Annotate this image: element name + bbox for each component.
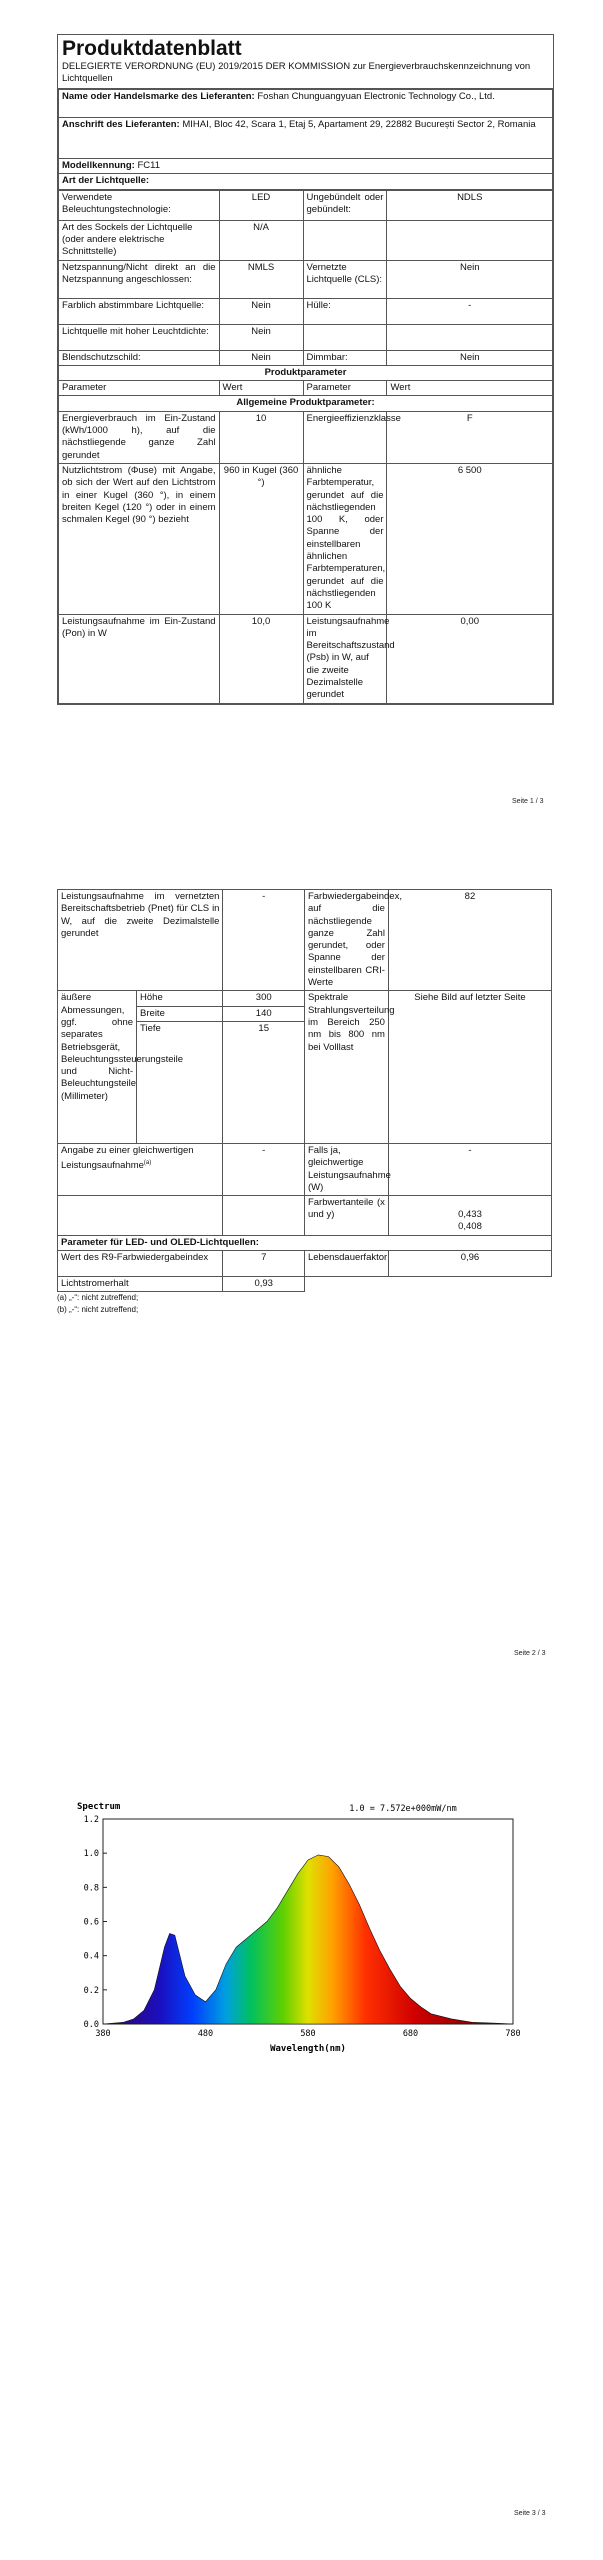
row-value: Nein: [219, 298, 303, 324]
model-label: Modellkennung:: [62, 160, 135, 171]
row-label: Art des Sockels der Lichtquelle (oder andere elektrische Schnittstelle): [59, 220, 220, 260]
dims-label: äußere Abmessungen, ggf. ohne separates Betriebsgerät, Beleuchtungssteuerungsteile und Nicht-Beleuchtungsteile (Millimeter): [58, 991, 137, 1144]
row-label: Hülle:: [303, 298, 387, 324]
row-value: 6 500: [387, 463, 553, 614]
model-value: FC11: [137, 160, 160, 171]
row-value: F: [387, 411, 553, 463]
y-tick-label: 0.2: [83, 1985, 99, 1996]
datasheet-page-2: [57, 889, 552, 1316]
table-row: [59, 411, 553, 463]
type-header: Art der Lichtquelle:: [59, 174, 553, 189]
row-value: 0,00: [387, 614, 553, 703]
row-label: ähnliche Farbtemperatur, gerundet auf die nächstliegenden 100 K, oder Spanne der einstellbaren ähnlichen Farbtemperaturen, gerundet auf die nächstliegenden 100 K: [303, 463, 387, 614]
col-header: Wert: [219, 381, 303, 396]
row-value: 7: [223, 1251, 305, 1277]
supplier-row: [59, 90, 553, 118]
table-row: [59, 190, 553, 220]
page-number: Seite 1 / 3: [512, 798, 544, 805]
params-table-2: [57, 889, 552, 1292]
row-value: -: [223, 1143, 305, 1195]
chroma-y: 0,408: [458, 1221, 482, 1233]
spacer-cell: [223, 1036, 305, 1143]
x-tick-label: 780: [505, 2029, 521, 2039]
model-row: [59, 159, 553, 174]
dim-key: Breite: [137, 1006, 223, 1021]
row-value: 10: [219, 411, 303, 463]
row-label: Leistungsaufnahme im vernetzten Bereitschaftsbetrieb (Pnet) für CLS in W, auf die zweite Dezimalstelle gerundet: [58, 890, 223, 991]
col-header: Parameter: [59, 381, 220, 396]
x-tick-label: 580: [300, 2029, 316, 2039]
chroma-x: 0,433: [458, 1209, 482, 1221]
row-label: Netzspannung/Nicht direkt an die Netzspannung angeschlossen:: [59, 260, 220, 298]
dim-value: 300: [223, 991, 305, 1006]
empty-cell: [388, 1277, 551, 1292]
y-tick-label: 0.4: [83, 1951, 99, 1962]
x-tick-label: 680: [402, 2029, 419, 2039]
row-value: -: [387, 298, 553, 324]
dim-key: Tiefe: [137, 1021, 223, 1036]
table-row: [58, 991, 552, 1006]
type-header-row: [59, 174, 553, 189]
row-value: NMLS: [219, 260, 303, 298]
row-value: 82: [388, 890, 551, 991]
address-label: Anschrift des Lieferanten:: [62, 119, 180, 130]
table-row: [58, 890, 552, 991]
row-label: Lichtstromerhalt: [58, 1277, 223, 1292]
spacer-cell: [137, 1036, 223, 1143]
spectrum-chart: [73, 1797, 533, 2057]
row-label: [303, 220, 387, 260]
table-row: [59, 614, 553, 703]
param-header: Produktparameter: [59, 365, 553, 380]
row-label: Verwendete Beleuchtungstechnologie:: [59, 190, 220, 220]
row-value: NDLS: [387, 190, 553, 220]
row-value: -: [388, 1143, 551, 1195]
empty-cell: [223, 1196, 305, 1236]
table-row: [58, 1143, 552, 1195]
table-row: [59, 260, 553, 298]
page-number: Seite 3 / 3: [514, 2510, 546, 2517]
x-tick-label: 380: [95, 2029, 111, 2039]
row-label: Ungebündelt oder gebündelt:: [303, 190, 387, 220]
y-tick-label: 1.2: [83, 1815, 99, 1825]
led-header: Parameter für LED- und OLED-Lichtquellen:: [58, 1235, 552, 1250]
table-row: [58, 1251, 552, 1277]
datasheet-page-1: [57, 34, 554, 705]
row-label: Falls ja, gleichwertige Leistungsaufnahme (W): [304, 1143, 388, 1195]
row-label: Farblich abstimmbare Lichtquelle:: [59, 298, 220, 324]
row-value: 960 in Kugel (360 °): [219, 463, 303, 614]
row-value: 0,96: [388, 1251, 551, 1277]
row-label: Vernetzte Lichtquelle (CLS):: [303, 260, 387, 298]
table-row: [59, 350, 553, 365]
dim-value: 15: [223, 1021, 305, 1036]
row-label: Leistungsaufnahme im Ein-Zustand (Pon) in W: [59, 614, 220, 703]
row-value: [388, 1196, 551, 1236]
row-value: LED: [219, 190, 303, 220]
chart-title: Spectrum: [77, 1802, 121, 1812]
table-row: [58, 1196, 552, 1236]
row-value: N/A: [219, 220, 303, 260]
supplier-table: [58, 89, 553, 190]
general-header-row: [59, 396, 553, 411]
row-value: [387, 220, 553, 260]
footnote-b: (b) „-“: nicht zutreffend;: [57, 1305, 139, 1315]
table-row: [59, 324, 553, 350]
row-label: Leistungsaufnahme im Bereitschaftszustand (Psb) in W, auf die zweite Dezimalstelle gerundet: [303, 614, 387, 703]
row-label: Spektrale Strahlungsverteilung im Bereich 250 nm bis 800 nm bei Volllast: [304, 991, 388, 1144]
row-label: Angabe zu einer gleichwertigen Leistungsaufnahme$^{(a)}$: [58, 1143, 223, 1195]
row-label: Energieeffizienzklasse: [303, 411, 387, 463]
table-row: [59, 298, 553, 324]
led-header-row: [58, 1235, 552, 1250]
spectrum-svg: [73, 1797, 533, 2057]
row-label: Farbwiedergabeindex, auf die nächstliegende ganze Zahl gerundet, oder Spanne der einstellbaren CRI-Werte: [304, 890, 388, 991]
row-label: Wert des R9-Farbwiedergabeindex: [58, 1251, 223, 1277]
supplier-value: Foshan Chunguangyuan Electronic Technology Co., Ltd.: [257, 91, 495, 102]
row-value: Nein: [387, 350, 553, 365]
row-value: 0,93: [223, 1277, 305, 1292]
row-label: Lebensdauerfaktor: [304, 1251, 388, 1277]
row-value: Nein: [219, 350, 303, 365]
table-row: [59, 463, 553, 614]
page-title: Produktdatenblatt: [62, 37, 242, 60]
dim-key: Höhe: [137, 991, 223, 1006]
empty-cell: [304, 1277, 388, 1292]
page-number: Seite 2 / 3: [514, 1650, 546, 1657]
row-label: Nutzlichtstrom (Φuse) mit Angabe, ob sich der Wert auf den Lichtstrom in einer Kugel (360 °), in einem breiten Kegel (120 °) oder in einem schmalen Kegel (90 °) bezieht: [59, 463, 220, 614]
page-subtitle: DELEGIERTE VERORDNUNG (EU) 2019/2015 DER KOMMISSION zur Energieverbrauchskennzeichnung von Lichtquellen: [58, 61, 553, 89]
col-header: Parameter: [303, 381, 387, 396]
dim-value: 140: [223, 1006, 305, 1021]
row-value: Nein: [219, 324, 303, 350]
row-label: Farbwertanteile (x und y): [304, 1196, 388, 1236]
row-value: [387, 324, 553, 350]
table-row: [59, 220, 553, 260]
x-axis-label: Wavelength(nm): [270, 2044, 346, 2054]
equiv-label: Angabe zu einer gleichwertigen Leistungsaufnahme: [61, 1144, 194, 1172]
row-value: Nein: [387, 260, 553, 298]
row-value: Siehe Bild auf letzter Seite: [388, 991, 551, 1144]
row-label: Energieverbrauch im Ein-Zustand (kWh/1000 h), auf die nächstliegende ganze Zahl gerundet: [59, 411, 220, 463]
address-value: MIHAI, Bloc 42, Scara 1, Etaj 5, Apartament 29, 22882 București Sector 2, Romania: [182, 119, 536, 130]
supplier-label: Name oder Handelsmarke des Lieferanten:: [62, 91, 255, 102]
empty-cell: [58, 1196, 223, 1236]
light-source-table: [58, 190, 553, 704]
footnote-a: (a) „-“: nicht zutreffend;: [57, 1293, 139, 1303]
y-tick-label: 0.0: [83, 2020, 99, 2030]
row-value: 10,0: [219, 614, 303, 703]
y-tick-label: 1.0: [83, 1849, 99, 1860]
col-header: Wert: [387, 381, 553, 396]
x-tick-label: 480: [197, 2029, 214, 2039]
column-header-row: [59, 381, 553, 396]
row-label: [303, 324, 387, 350]
y-tick-label: 0.8: [83, 1883, 99, 1894]
chart-annotation: 1.0 = 7.572e+000mW/nm: [349, 1804, 457, 1814]
table-row: [58, 1277, 552, 1292]
address-row: [59, 118, 553, 159]
general-header: Allgemeine Produktparameter:: [59, 396, 553, 411]
y-tick-label: 0.6: [83, 1917, 99, 1928]
row-label: Lichtquelle mit hoher Leuchtdichte:: [59, 324, 220, 350]
row-label: Blendschutzschild:: [59, 350, 220, 365]
row-label: Dimmbar:: [303, 350, 387, 365]
row-value: -: [223, 890, 305, 991]
param-header-row: [59, 365, 553, 380]
